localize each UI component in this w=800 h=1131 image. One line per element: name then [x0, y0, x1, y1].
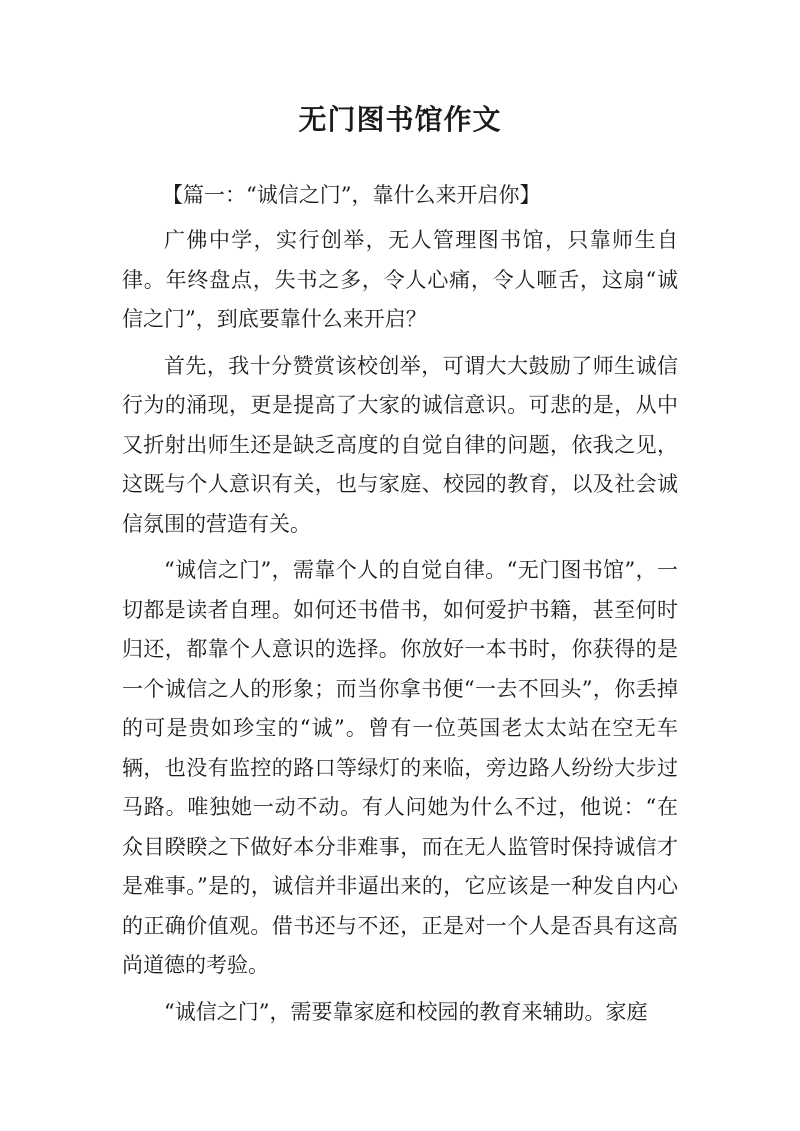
document-page: [122, 90, 678, 1039]
paragraph-4: “诚信之门”，需要靠家庭和校园的教育来辅助。家庭: [164, 999, 648, 1024]
paragraph-2: 首先，我十分赞赏该校创举，可谓大大鼓励了师生诚信行为的涌现，更是提高了大家的诚信意识。可悲的是，从中又折射出师生还是缺乏高度的自觉自律的问题，依我之见，这既与个人意识有关，也与家庭、校园的教育，以及社会诚信氛围的营造有关。: [122, 353, 678, 536]
section-heading: 【篇一：“诚信之门”，靠什么来开启你】: [162, 183, 541, 207]
paragraph-3: “诚信之门”，需靠个人的自觉自律。“无门图书馆”，一切都是读者自理。如何还书借书，如何爱护书籍，甚至何时归还，都靠个人意识的选择。你放好一本书时，你获得的是一个诚信之人的形象；而当你拿书便“一去不回头”，你丢掉的可是贵如珍宝的“诚”。曾有一位英国老太太站在空无车辆，也没有监控的路口等绿灯的来临，旁边路人纷纷大步过马路。唯独她一动不动。有人问她为什么不过，他说：“在众目睽睽之下做好本分非难事，而在无人监管时保持诚信才是难事。”是的，诚信并非逼出来的，它应该是一种发自内心的正确价值观。借书还与不还，正是对一个人是否具有这高尚道德的考验。: [122, 558, 678, 977]
paragraph-1: 广佛中学，实行创举，无人管理图书馆，只靠师生自律。年终盘点，失书之多，令人心痛，令人咂舌，这扇“诚信之门”，到底要靠什么来开启？: [122, 228, 678, 331]
document-title: 无门图书馆作文: [298, 103, 502, 136]
